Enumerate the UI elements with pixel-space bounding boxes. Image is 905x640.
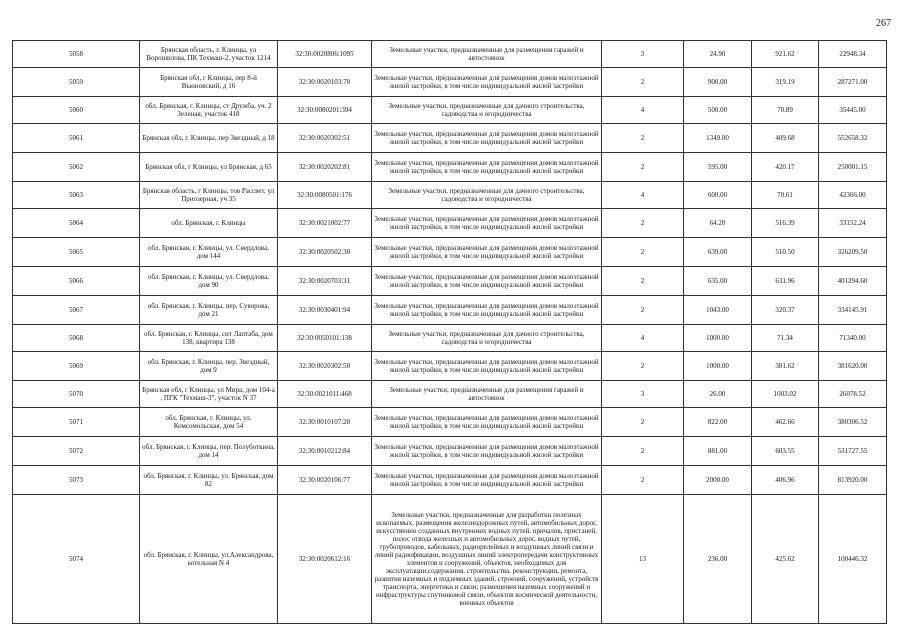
area-cell: 64.20 (684, 209, 752, 238)
table-row (13, 408, 887, 437)
page-number: 267 (876, 18, 891, 29)
use-group-cell: 2 (602, 124, 684, 153)
area-cell: 2000.00 (684, 466, 752, 495)
use-group-cell: 13 (602, 495, 684, 624)
cadastral-number-cell: 32:30:0080501:176 (278, 182, 372, 209)
address-cell: обл. Брянская, г. Клинцы, ст Дружба, уч. 2 Зеленая, участок 418 (140, 97, 278, 124)
row-number: 5062 (13, 153, 140, 182)
address-cell: обл. Брянская, г. Клинцы, ул. Свердлова, дом 144 (140, 238, 278, 267)
row-number: 5068 (13, 325, 140, 352)
row-number: 5061 (13, 124, 140, 153)
specific-value-cell: 516.39 (752, 209, 819, 238)
address-cell: обл. Брянская, г. Клинцы, ул. Комсомольская, дом 54 (140, 408, 278, 437)
address-cell: обл. Брянская, г. Клинцы, пер. Суворова, дом 21 (140, 296, 278, 325)
address-cell: Брянская область, г Клинцы, тов Рассвет, ул Приозерная, уч 35 (140, 182, 278, 209)
table-row (13, 437, 887, 466)
area-cell: 500.00 (684, 97, 752, 124)
area-cell: 1000.00 (684, 352, 752, 381)
cadastral-value-cell: 71340.00 (819, 325, 887, 352)
specific-value-cell: 70.89 (752, 97, 819, 124)
cadastral-value-cell: 42366.00 (819, 182, 887, 209)
specific-value-cell: 409.68 (752, 124, 819, 153)
area-cell: 900.00 (684, 68, 752, 97)
cadastral-number-cell: 32:30:0021011:468 (278, 381, 372, 408)
land-use-cell: Земельные участки, предназначенные для размещения гаражей и автостоянок (372, 381, 602, 408)
cadastral-value-cell: 813920.00 (819, 466, 887, 495)
address-cell: Брянская обл, г. Клинцы, пер Звездный, д 18 (140, 124, 278, 153)
cadastral-number-cell: 32:30:0020202:81 (278, 153, 372, 182)
specific-value-cell: 70.61 (752, 182, 819, 209)
specific-value-cell: 425.62 (752, 495, 819, 624)
cadastral-value-cell: 287271.00 (819, 68, 887, 97)
cadastral-value-cell: 531727.55 (819, 437, 887, 466)
specific-value-cell: 603.55 (752, 437, 819, 466)
cadastral-number-cell: 32:30:0020502:30 (278, 238, 372, 267)
row-number: 5060 (13, 97, 140, 124)
cadastral-value-cell: 334145.91 (819, 296, 887, 325)
land-use-cell: Земельные участки, предназначенные для размещения домов малоэтажной жилой застройки, в том числе индивидуальной жилой застройки (372, 267, 602, 296)
use-group-cell: 2 (602, 209, 684, 238)
address-cell: Брянская обл, г Клинцы, ул Брянская, д 65 (140, 153, 278, 182)
area-cell: 24.90 (684, 41, 752, 68)
specific-value-cell: 406.96 (752, 466, 819, 495)
cadastral-value-cell: 250001.15 (819, 153, 887, 182)
table-row (13, 68, 887, 97)
use-group-cell: 3 (602, 41, 684, 68)
address-cell: обл. Брянская, г. Клинцы, ул. Брянская, дом 82 (140, 466, 278, 495)
address-cell: обл. Брянская, г. Клинцы, пер. Звездный, дом 9 (140, 352, 278, 381)
cadastral-number-cell: 32:30:0020612:16 (278, 495, 372, 624)
row-number: 5071 (13, 408, 140, 437)
area-cell: 236.00 (684, 495, 752, 624)
cadastral-number-cell: 32:30:0020703:31 (278, 267, 372, 296)
cadastral-number-cell: 32:30:0080201:394 (278, 97, 372, 124)
address-cell: Брянская обл, г Клинцы, ул Мира, дом 104-а , ПГК "Техмаш-3", участок N 37 (140, 381, 278, 408)
land-use-cell: Земельные участки, предназначенные для размещения домов малоэтажной жилой застройки, в том числе индивидуальной жилой застройки (372, 153, 602, 182)
table-row (13, 124, 887, 153)
specific-value-cell: 319.19 (752, 68, 819, 97)
use-group-cell: 2 (602, 408, 684, 437)
land-use-cell: Земельные участки, предназначенные для размещения домов малоэтажной жилой застройки, в том числе индивидуальной жилой застройки (372, 209, 602, 238)
cadastral-number-cell: 32:30:0020302:50 (278, 352, 372, 381)
use-group-cell: 4 (602, 97, 684, 124)
specific-value-cell: 420.17 (752, 153, 819, 182)
cadastral-value-cell: 35445.00 (819, 97, 887, 124)
address-cell: обл. Брянская, г. Клинцы, ул.Александрова, котельная N 4 (140, 495, 278, 624)
table-row (13, 325, 887, 352)
use-group-cell: 2 (602, 153, 684, 182)
cadastral-value-cell: 401294.60 (819, 267, 887, 296)
specific-value-cell: 921.62 (752, 41, 819, 68)
row-number: 5070 (13, 381, 140, 408)
table-row (13, 153, 887, 182)
use-group-cell: 2 (602, 466, 684, 495)
table-row (13, 296, 887, 325)
row-number: 5074 (13, 495, 140, 624)
area-cell: 639.00 (684, 238, 752, 267)
specific-value-cell: 381.62 (752, 352, 819, 381)
cadastral-value-cell: 326209.50 (819, 238, 887, 267)
cadastral-number-cell: 32:30:0030401:94 (278, 296, 372, 325)
area-cell: 595.00 (684, 153, 752, 182)
use-group-cell: 2 (602, 437, 684, 466)
address-cell: Брянская обл, г Клинцы, пер 8-й Вьюновский, д 16 (140, 68, 278, 97)
use-group-cell: 4 (602, 325, 684, 352)
row-number: 5072 (13, 437, 140, 466)
area-cell: 822.00 (684, 408, 752, 437)
specific-value-cell: 510.50 (752, 238, 819, 267)
table-row (13, 238, 887, 267)
land-use-cell: Земельные участки, предназначенные для дачного строительства, садоводства и огородничества (372, 97, 602, 124)
use-group-cell: 2 (602, 267, 684, 296)
address-cell: Брянская область, г. Клинцы, ул Ворошилова, ПК Техмаш-2, участок 1214 (140, 41, 278, 68)
table-row (13, 182, 887, 209)
specific-value-cell: 320.37 (752, 296, 819, 325)
cadastral-number-cell: 32:30:0020806:1095 (278, 41, 372, 68)
table-row (13, 97, 887, 124)
specific-value-cell: 71.34 (752, 325, 819, 352)
row-number: 5067 (13, 296, 140, 325)
cadastral-number-cell: 32:30:0020103:70 (278, 68, 372, 97)
use-group-cell: 2 (602, 238, 684, 267)
row-number: 5073 (13, 466, 140, 495)
land-use-cell: Земельные участки, предназначенные для размещения домов малоэтажной жилой застройки, в том числе индивидуальной жилой застройки (372, 352, 602, 381)
land-use-cell: Земельные участки, предназначенные для размещения домов малоэтажной жилой застройки, в том числе индивидуальной жилой застройки (372, 408, 602, 437)
table-row (13, 381, 887, 408)
cadastral-value-cell: 33152.24 (819, 209, 887, 238)
area-cell: 1000.00 (684, 325, 752, 352)
area-cell: 635.00 (684, 267, 752, 296)
land-use-cell: Земельные участки, предназначенные для размещения домов малоэтажной жилой застройки, в том числе индивидуальной жилой застройки (372, 437, 602, 466)
land-use-cell: Земельные участки, предназначенные для размещения домов малоэтажной жилой застройки, в том числе индивидуальной жилой застройки (372, 296, 602, 325)
cadastral-value-cell: 26078.52 (819, 381, 887, 408)
area-cell: 600.00 (684, 182, 752, 209)
table-row (13, 267, 887, 296)
use-group-cell: 2 (602, 352, 684, 381)
land-registry-table (12, 40, 887, 624)
cadastral-number-cell: 32:30:0050101:138 (278, 325, 372, 352)
table-row (13, 209, 887, 238)
row-number: 5059 (13, 68, 140, 97)
land-use-cell: Земельные участки, предназначенные для размещения гаражей и автостоянок (372, 41, 602, 68)
specific-value-cell: 631.96 (752, 267, 819, 296)
row-number: 5058 (13, 41, 140, 68)
row-number: 5069 (13, 352, 140, 381)
use-group-cell: 2 (602, 68, 684, 97)
area-cell: 881.00 (684, 437, 752, 466)
cadastral-value-cell: 552658.32 (819, 124, 887, 153)
cadastral-number-cell: 32:30:0020302:51 (278, 124, 372, 153)
address-cell: обл. Брянская, г. Клинцы, пер. Полуботкина, дом 14 (140, 437, 278, 466)
cadastral-number-cell: 32:30:0020106:77 (278, 466, 372, 495)
area-cell: 1043.00 (684, 296, 752, 325)
row-number: 5065 (13, 238, 140, 267)
use-group-cell: 2 (602, 296, 684, 325)
cadastral-number-cell: 32:30:0021002:77 (278, 209, 372, 238)
cadastral-value-cell: 100446.32 (819, 495, 887, 624)
address-cell: обл. Брянская, г. Клинцы, ул. Свердлова, дом 90 (140, 267, 278, 296)
cadastral-value-cell: 380306.52 (819, 408, 887, 437)
cadastral-value-cell: 22948.34 (819, 41, 887, 68)
area-cell: 1349.00 (684, 124, 752, 153)
table-row (13, 41, 887, 68)
table-row (13, 495, 887, 624)
specific-value-cell: 1003.02 (752, 381, 819, 408)
use-group-cell: 3 (602, 381, 684, 408)
land-use-cell: Земельные участки, предназначенные для размещения домов малоэтажной жилой застройки, в том числе индивидуальной жилой застройки (372, 124, 602, 153)
use-group-cell: 4 (602, 182, 684, 209)
row-number: 5063 (13, 182, 140, 209)
area-cell: 26.00 (684, 381, 752, 408)
row-number: 5064 (13, 209, 140, 238)
land-use-cell: Земельные участки, предназначенные для размещения домов малоэтажной жилой застройки, в том числе индивидуальной жилой застройки (372, 68, 602, 97)
row-number: 5066 (13, 267, 140, 296)
land-use-cell: Земельные участки, предназначенные для разработки полезных ископаемых, размещения железнодорожных путей, автомобильных дорог, искусственно созданных внутренних водных путей, причалов, пристаней, полос отвода железных и автомобильных дорог, водных путей, трубопроводов, кабельных, радиорелейных и воздушных линий связи и линий радиофикации, воздушных линий электропередачи конструктивных элементов и сооружений, объектов, необходимых для эксплуатации,содержания, строительства, реконструкции, ремонта, развития наземных и подземных зданий, строений, сооружений, устройств транспорта, энергетики и связи; размещения наземных сооружений и инфраструктуры спутниковой связи, объектов космической деятельности, военных объектов (372, 495, 602, 624)
land-use-cell: Земельные участки, предназначенные для размещения домов малоэтажной жилой застройки, в том числе индивидуальной жилой застройки (372, 466, 602, 495)
specific-value-cell: 462.66 (752, 408, 819, 437)
land-use-cell: Земельные участки, предназначенные для дачного строительства, садоводства и огородничества (372, 182, 602, 209)
land-use-cell: Земельные участки, предназначенные для дачного строительства, садоводства и огородничества (372, 325, 602, 352)
cadastral-number-cell: 32:30:0010212:84 (278, 437, 372, 466)
table-row (13, 466, 887, 495)
land-use-cell: Земельные участки, предназначенные для размещения домов малоэтажной жилой застройки, в том числе индивидуальной жилой застройки (372, 238, 602, 267)
cadastral-number-cell: 32:30:0010107:28 (278, 408, 372, 437)
address-cell: обл. Брянская, г. Клинцы, снт Лаптаба, дом 138, квартира 138 (140, 325, 278, 352)
cadastral-value-cell: 381620.00 (819, 352, 887, 381)
table-row (13, 352, 887, 381)
address-cell: обл. Брянская, г. Клинцы (140, 209, 278, 238)
